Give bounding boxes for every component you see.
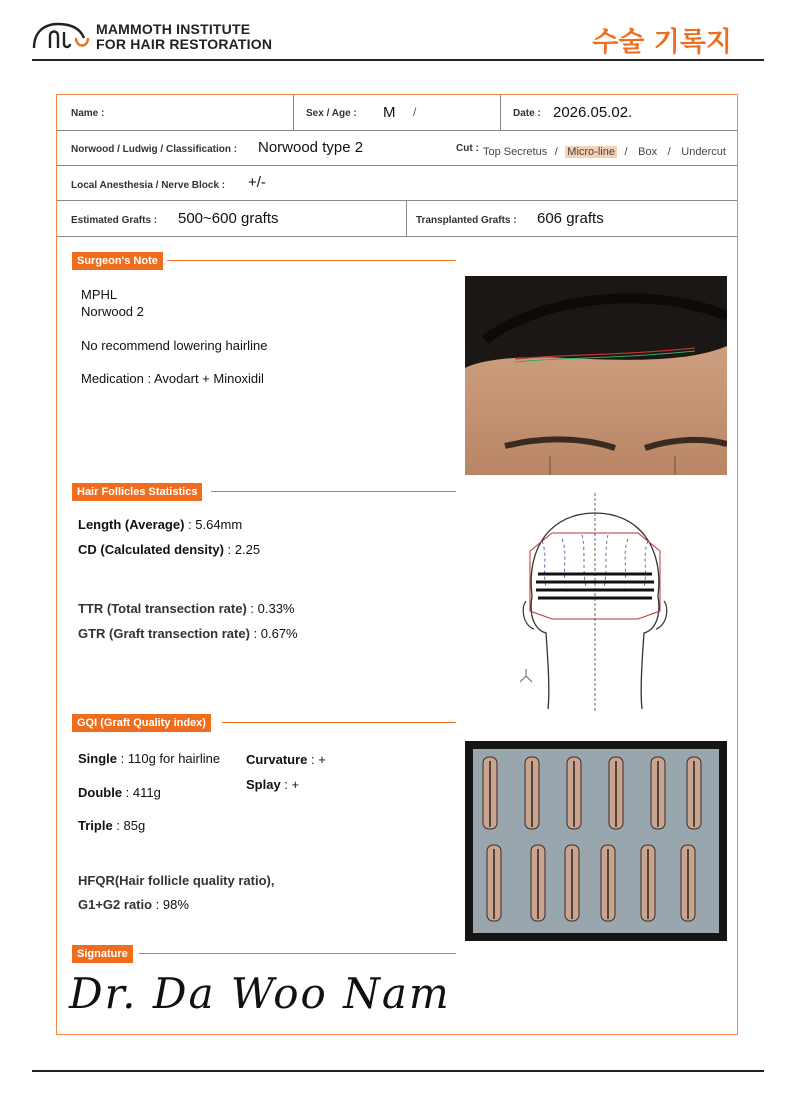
name-label: Name : [71,108,105,119]
signature-text: Dr. Da Woo Nam [69,969,451,1018]
length-value: : 5.64mm [184,517,243,532]
triple-value: : 85g [112,818,146,833]
single-value: : 110g for hairline [117,751,221,766]
single-stat [78,751,220,766]
ttr-label: TTR (Total transection rate) [78,601,247,616]
signature-heading: Signature [72,945,133,963]
note-line-2: Norwood 2 [81,304,144,319]
cut-option-micro-line-selected: Micro-line [567,146,615,158]
follicle-stats-heading: Hair Follicles Statistics [72,483,202,501]
section-rule [167,260,456,261]
surgeon-note-heading: Surgeon's Note [72,252,163,270]
g1g2-value: : 98% [152,897,189,912]
section-rule [222,722,456,723]
triple-stat [78,818,145,833]
cell-divider [406,201,407,236]
cd-value: : 2.25 [223,542,261,557]
splay-label: Splay [246,777,281,792]
section-rule [139,953,456,954]
section-rule [211,491,456,492]
transplanted-grafts-value: 606 grafts [537,210,604,227]
cell-divider [500,95,501,130]
gtr-value: : 0.67% [249,626,298,641]
grafts-row [57,201,737,237]
cut-label: Cut : [456,143,479,154]
anesthesia-row [57,166,737,201]
ttr-value: : 0.33% [246,601,295,616]
gtr-stat [78,626,298,641]
double-label: Double [78,785,123,800]
note-line-3: No recommend lowering hairline [81,338,268,353]
curvature-label: Curvature [246,752,308,767]
sex-age-label: Sex / Age : [306,108,357,119]
record-frame [56,94,738,1035]
cut-separator: / [661,146,677,158]
gtr-label: GTR (Graft transection rate) [78,626,250,641]
ttr-stat [78,601,294,616]
cut-option-top-secretus: Top Secretus [483,146,548,158]
logo-line-1: MAMMOTH INSTITUTE [96,21,251,37]
cd-stat [78,542,260,557]
length-label: Length (Average) [78,517,185,532]
mammoth-logo-icon [32,18,90,52]
logo-line-2: FOR HAIR RESTORATION [96,36,273,52]
gqi-heading: GQI (Graft Quality index) [72,714,211,732]
cut-separator: / [551,146,561,158]
donor-area-diagram [512,491,682,713]
transplanted-grafts-label: Transplanted Grafts : [416,215,517,226]
cell-divider [293,95,294,130]
patient-info-row [57,95,737,131]
double-stat [78,785,161,800]
triple-label: Triple [78,818,113,833]
cd-label: CD (Calculated density) [78,542,224,557]
cut-separator: / [621,146,634,158]
g1g2-stat [78,897,189,912]
splay-stat [246,777,299,792]
length-stat [78,517,242,532]
hairline-photo [465,276,727,475]
classification-row [57,131,737,166]
anesthesia-value: +/- [248,174,266,191]
header-divider [32,59,764,61]
graft-tray-illustration [465,741,727,941]
footer-divider [32,1070,764,1072]
graft-tray-photo [465,741,727,941]
date-value: 2026.05.02. [553,104,633,121]
anesthesia-label: Local Anesthesia / Nerve Block : [71,180,226,191]
note-line-1: MPHL [81,287,118,302]
document-header [32,18,762,62]
hairline-photo-illustration [465,276,727,475]
sex-value: M [383,104,396,121]
estimated-grafts-value: 500~600 grafts [178,210,279,227]
document-title: 수술 기록지 [592,27,732,58]
cut-option-undercut: Undercut [681,146,726,158]
date-label: Date : [513,108,541,119]
double-value: : 411g [122,785,161,800]
single-label: Single [78,751,118,766]
note-line-4: Medication : Avodart + Minoxidil [81,371,264,386]
logo-text [96,22,272,52]
classification-value: Norwood type 2 [258,139,364,156]
cut-option-box: Box [638,146,658,158]
g1g2-label: G1+G2 ratio [78,897,153,912]
curvature-stat [246,752,326,767]
cut-options [483,142,726,160]
curvature-value: : + [307,752,326,767]
classification-label: Norwood / Ludwig / Classification : [71,144,238,155]
sex-age-separator: / [413,105,417,119]
hfqr-label: HFQR(Hair follicle quality ratio), [78,873,275,888]
splay-value: : + [280,777,300,792]
estimated-grafts-label: Estimated Grafts : [71,215,158,226]
